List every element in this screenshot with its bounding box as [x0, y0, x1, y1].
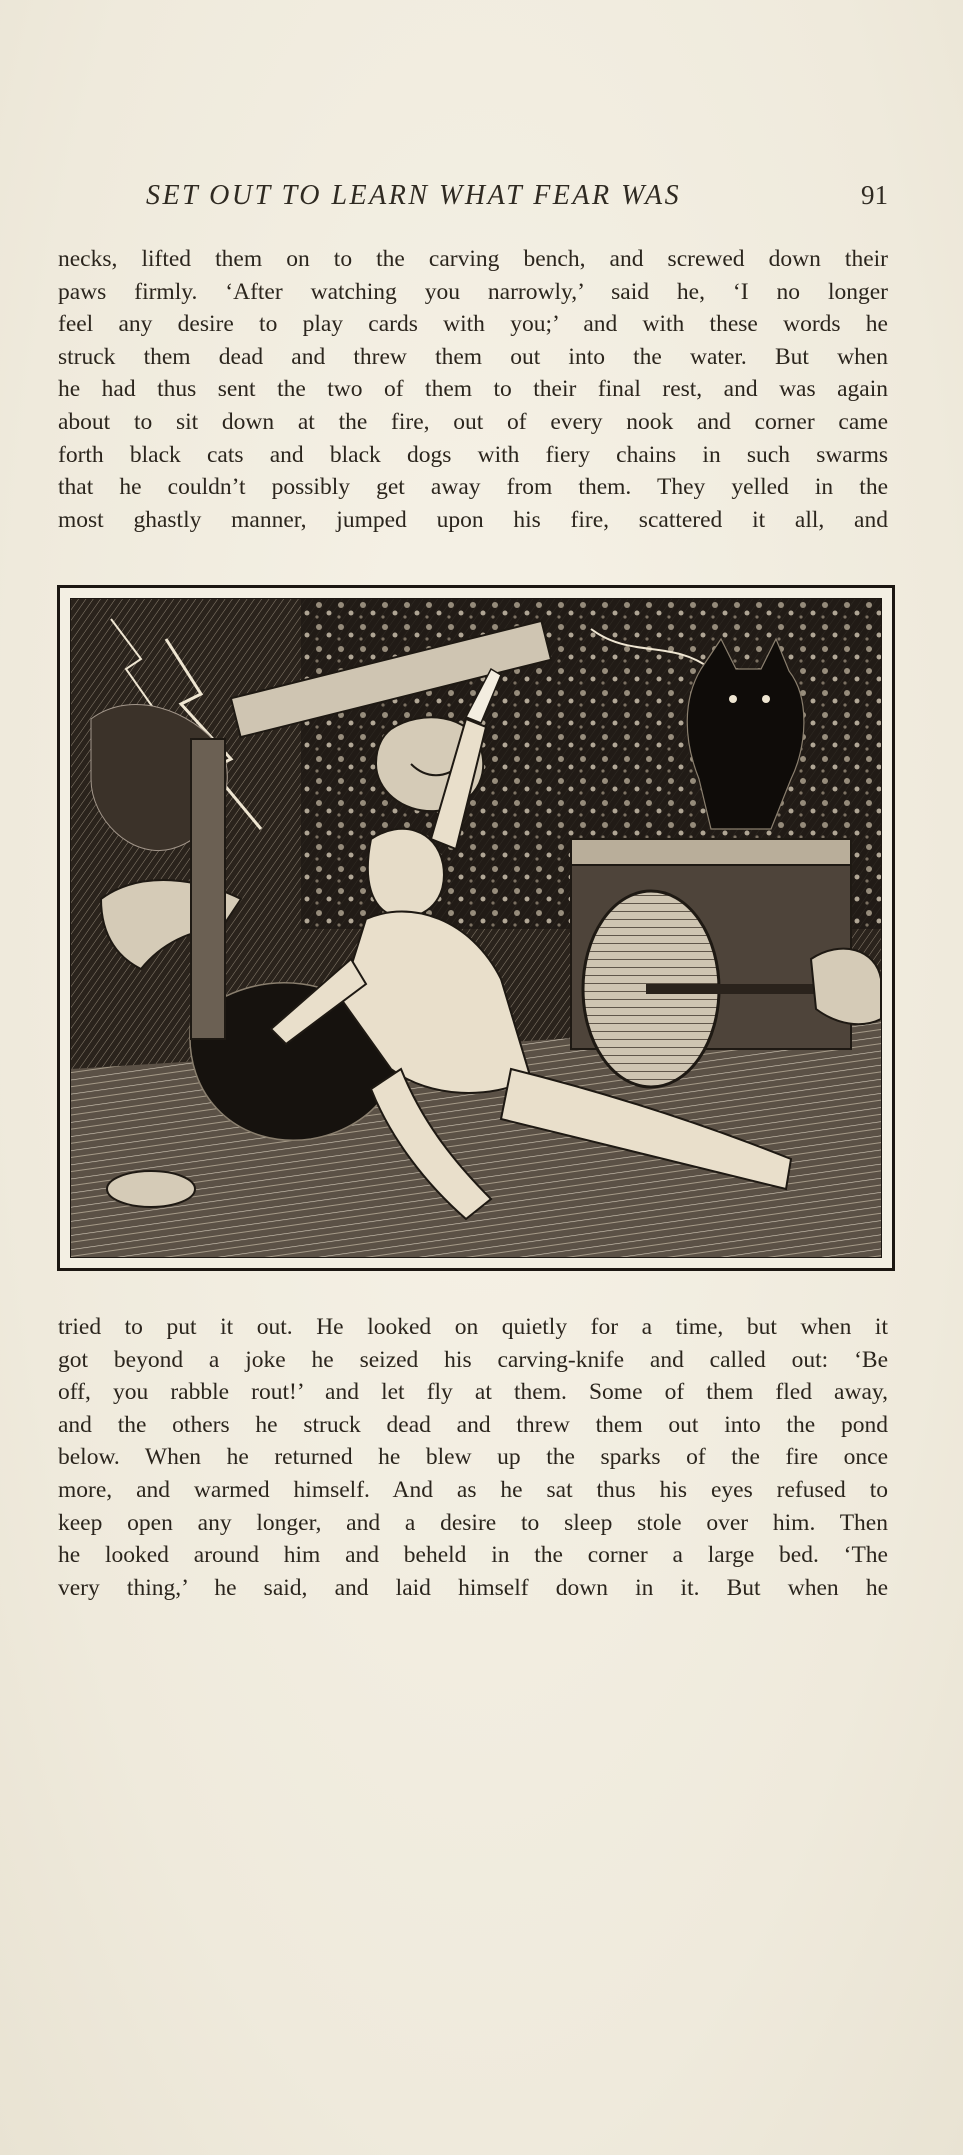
bench-top: [571, 839, 851, 865]
text-line: paws firmly. ‘After watching you narrowly,’ said he, ‘I no longer: [58, 278, 888, 305]
cat-eye: [729, 695, 737, 703]
illustration-plate: [57, 585, 895, 1271]
illustration: [70, 598, 882, 1258]
text-line: forth black cats and black dogs with fiery chains in such swarms: [58, 441, 888, 468]
text-line: that he couldn’t possibly get away from them. They yelled in the: [58, 474, 888, 501]
text-line: more, and warmed himself. And as he sat thus his eyes refused to: [58, 1476, 888, 1503]
text-line: about to sit down at the fire, out of every nook and corner came: [58, 408, 888, 435]
bowl: [107, 1171, 195, 1207]
running-title: SET OUT TO LEARN WHAT FEAR WAS: [146, 180, 682, 211]
engraving-illustration: [71, 599, 882, 1258]
text-line: got beyond a joke he seized his carving-knife and called out: ‘Be: [58, 1346, 888, 1373]
text-line: tried to put it out. He looked on quietly for a time, but when it: [58, 1314, 888, 1340]
text-line: keep open any longer, and a desire to sleep stole over him. Then: [58, 1509, 888, 1536]
text-line: he had thus sent the two of them to their final rest, and was again: [58, 376, 888, 403]
cat-eye: [762, 695, 770, 703]
text-line: struck them dead and threw them out into the water. But when: [58, 343, 888, 370]
page-number: 91: [861, 180, 888, 210]
bench-post: [191, 739, 225, 1039]
text-line: and the others he struck dead and threw them out into the pond: [58, 1411, 888, 1438]
text-line: he looked around him and beheld in the corner a large bed. ‘The: [58, 1542, 888, 1569]
paragraph-bottom: [58, 1311, 888, 1604]
paragraph-top: [58, 243, 888, 536]
running-head: [58, 180, 888, 220]
text-line: feel any desire to play cards with you;’ and with these words he: [58, 311, 888, 338]
text-line: off, you rabble rout!’ and let fly at them. Some of them fled away,: [58, 1379, 888, 1406]
text-line: below. When he returned he blew up the sparks of the fire once: [58, 1444, 888, 1471]
dog-head-shape: [811, 949, 881, 1025]
wheel-axle: [646, 984, 816, 994]
text-line: very thing,’ he said, and laid himself down in it. But when he: [58, 1574, 888, 1601]
text-line: most ghastly manner, jumped upon his fire, scattered it all, and: [58, 506, 888, 533]
text-line: necks, lifted them on to the carving bench, and screwed down their: [58, 246, 888, 272]
youth-head: [368, 829, 444, 917]
